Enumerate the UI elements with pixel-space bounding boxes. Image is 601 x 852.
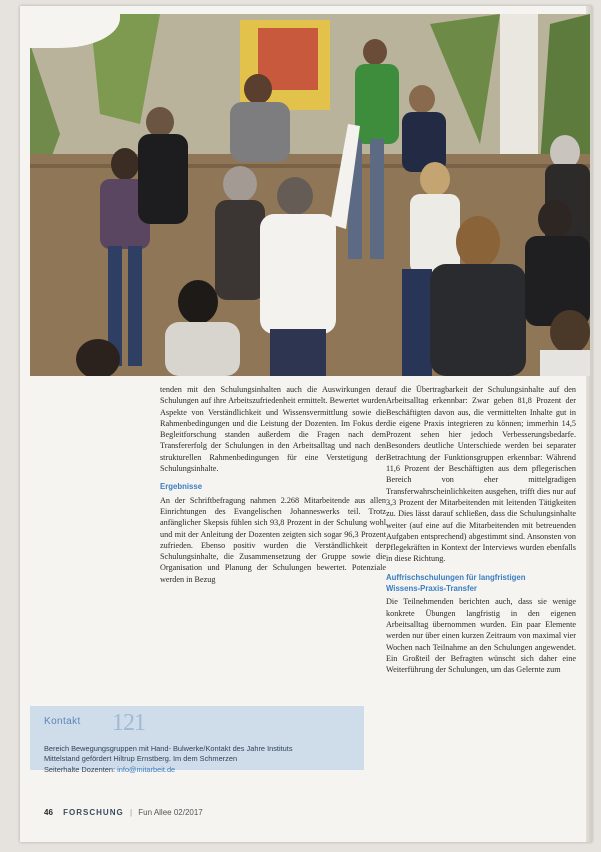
contact-line: [44, 765, 354, 775]
article-photo: [30, 14, 590, 376]
contact-body: [44, 744, 354, 775]
section-heading-refresher: [386, 572, 576, 595]
section-heading-results: Ergebnisse: [160, 482, 203, 492]
contact-email-link[interactable]: info@mitarbeit.de: [117, 764, 176, 774]
contact-mark: 121: [112, 710, 145, 736]
issue-label: Fun Allee 02/2017: [138, 808, 203, 817]
paragraph: An der Schriftbefragung nahmen 2.268 Mitarbeitende aus allen Einrichtungen des Evangelischen Johanneswerks teil. Trotz anfänglicher Skepsis fühlen sich 93,8 Prozent in der Schulung wohl und mit der Anleitung der Dozenten zeigten sich sogar 96,3 Prozent zufrieden. Ebenso positiv wurden die Verständlichkeit der Schulungsinhalte, die Zusammensetzung der Gruppe sowie die Organisation und Planung der Schulungen bewertet. Potenziale werden in Bezug: [160, 495, 386, 584]
heading-line-1: Auffrischschulungen für langfristigen: [386, 572, 526, 582]
magazine-name: FORSCHUNG: [63, 808, 124, 817]
heading-line-2: Wissens-Praxis-Transfer: [386, 584, 477, 594]
paragraph: Die Teilnehmenden berichten auch, dass sie wenige konkrete Übungen langfristig in den eigenen Arbeitsalltag übernommen wurden. Ein paar Elemente werden nur über einen kurzen Zeitraum von maximal vier Wochen nach Teilnahme an den Schulungen angewendet. Ein Großteil der Befragten wünscht sich daher eine Weiterführung der Schulungen, um das Gelernte zum: [386, 597, 576, 675]
text-column-right: [386, 384, 576, 682]
contact-box: [30, 706, 364, 774]
paragraph: tenden mit den Schulungsinhalten auch die Auswirkungen der Schulungen auf ihre Arbeitszufriedenheit ermittelt. Bewertet wurden Aspekte von Verständlichkeit und Wissensvermittlung sowie die Rahmenbedingungen und die Leistung der Dozenten. Im Fokus der Begleitforschung standen außerdem die Fragen nach dem Transfererfolg der Schulungen in den Arbeitsalltag und nach den strukturellen Rahmenbedingungen für eine Verstetigung der Schulungsinhalte.: [160, 385, 386, 474]
page-footer: [44, 808, 203, 817]
text-column-left: [160, 384, 386, 592]
contact-line: Mittelstand gefördert Hiltrup Ernstberg. Im dem Schmerzen: [44, 754, 238, 764]
contact-title: Kontakt: [44, 716, 81, 727]
magazine-page: [20, 6, 592, 842]
contact-label: Seiterhalte Dozenten:: [44, 764, 116, 774]
page-number: 46: [44, 808, 53, 817]
footer-separator: |: [129, 808, 133, 817]
contact-line: Bereich Bewegungsgruppen mit Hand- Bulwerke/Kontakt des Jahre Instituts: [44, 744, 293, 753]
paragraph: auf die Übertragbarkeit der Schulungsinhalte auf den Arbeitsalltag erkennbar: Zwar geben 81,8 Prozent der Beschäftigten davon aus, die vermittelten Inhalte gut in die eigene Praxis integrieren zu können; immerhin 14,5 Prozent sehen hier jedoch Verbesserungsbedarfe. Besonders deutliche Unterschiede werden bei separater Betrachtung der Funktionsgruppen erkennbar: Während 11,6 Prozent der Beschäftigten aus dem pflegerischen Bereich von eher mittelgradigen Transferwahrscheinlichkeiten ausgehen, trifft dies nur auf 3,3 Prozent der Mitarbeitenden mit leitenden Tätigkeiten zu. Dies lässt darauf schließen, dass die Schulungsinhalte weiter (auf eine auf die Mitarbeitenden mit betreuenden Aufgaben entsprechend) abgestimmt sind. Ansonsten von Pflegekräften in Kontext der Interviews wurden ebenfalls in diese Richtung.: [386, 385, 576, 564]
